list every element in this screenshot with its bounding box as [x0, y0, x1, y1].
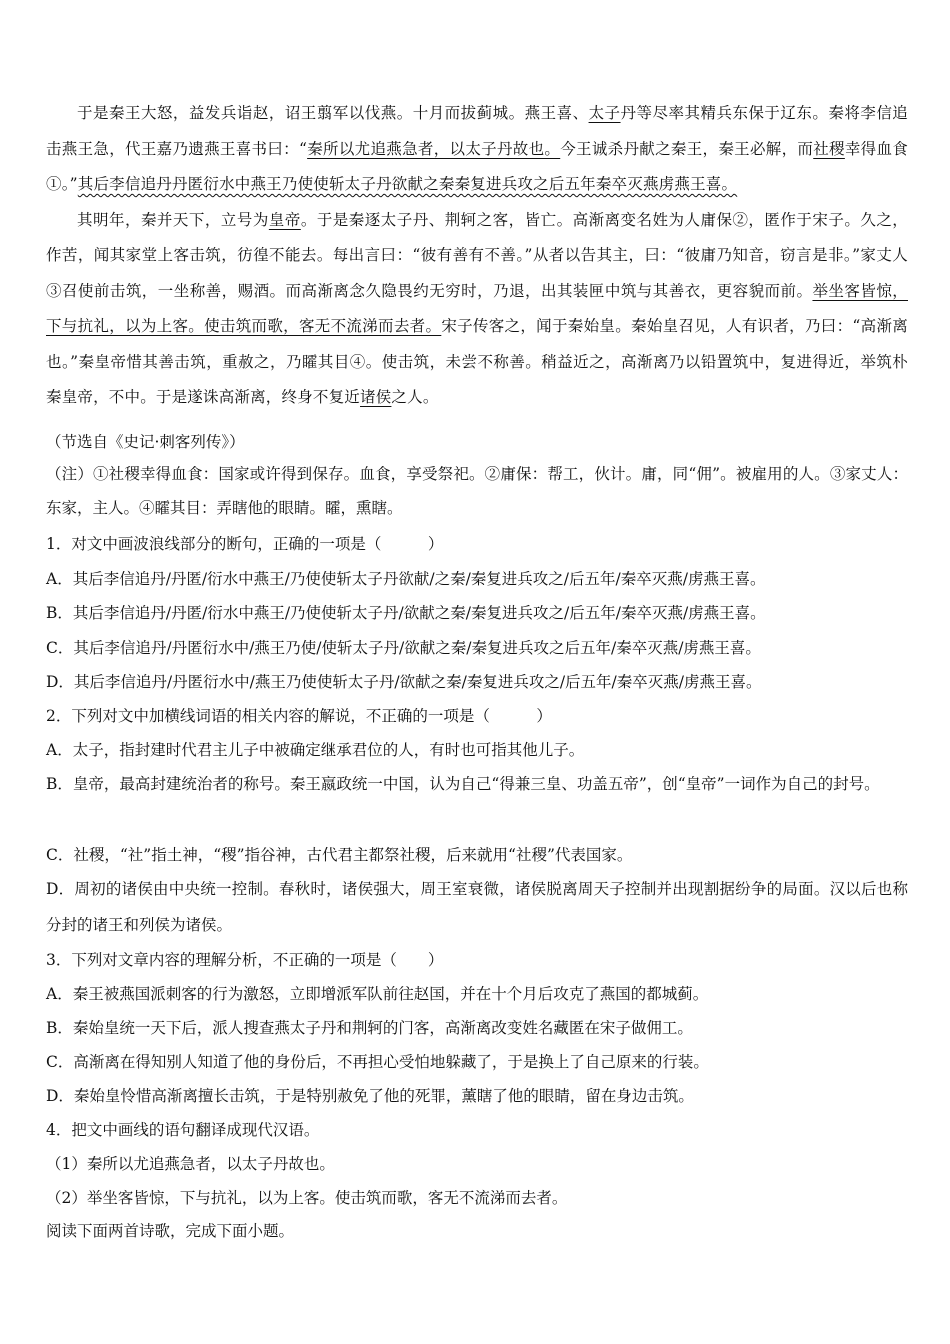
question-3-option-a: A．秦王被燕国派刺客的行为激怒，立即增派军队前往赵国，并在十个月后攻克了燕国的都城蓟。	[46, 985, 709, 1003]
question-3-option-b: B．秦始皇统一天下后，派人搜查燕太子丹和荆轲的门客，高渐离改变姓名藏匿在宋子做佣工。	[46, 1019, 693, 1037]
question-2-option-a: A．太子，指封建时代君主儿子中被确定继承君位的人，有时也可指其他儿子。	[46, 741, 585, 759]
question-1-option-b: B．其后李信追丹/丹匿/衍水中燕王/乃使使斩太子丹/欲献之秦/秦复进兵攻之/后五年/秦卒灭燕/虏燕王喜。	[46, 604, 766, 622]
passage-paragraph-2: 其明年，秦并天下，立号为皇帝。于是秦逐太子丹、荆轲之客，皆亡。高渐离变名姓为人庸保②，匿作于宋子。久之，作苦，闻其家堂上客击筑，彷徨不能去。每出言曰：“彼有善有不善。”从者以告其主，曰：“彼庸乃知音，窃言是非。”家丈人③召使前击筑，一坐称善，赐酒。而高渐离念久隐畏约无穷时，乃退，出其装匣中筑与其善衣，更容貌而前。举坐客皆惊，下与抗礼，以为上客。使击筑而歌，客无不流涕而去者。宋子传客之，闻于秦始皇。秦始皇召见，人有识者，乃曰：“高渐离也。”秦皇帝惜其善击筑，重赦之，乃矐其目④。使击筑，未尝不称善。稍益近之，高渐离乃以铅置筑中，复进得近，举筑朴秦皇帝，不中。于是遂诛高渐离，终身不复近诸侯之人。	[46, 210, 909, 406]
question-1-option-c: C．其后李信追丹/丹匿衍水中/燕王乃使/使斩太子丹/欲献之秦/秦复进兵攻之后五年/秦卒灭燕/虏燕王喜。	[46, 639, 761, 657]
wavy-underlined-sentence: 其后李信追丹丹匿衍水中燕王乃使使斩太子丹欲献之秦秦复进兵攻之后五年秦卒灭燕虏燕王喜。	[77, 175, 738, 193]
underlined-term-sheji: 社稷	[813, 139, 845, 158]
question-2-stem: 2．下列对文中加横线词语的相关内容的解说，不正确的一项是（ ）	[46, 707, 552, 725]
underlined-sentence-1: 秦所以尤追燕急者，以太子丹故也。	[307, 139, 561, 158]
question-3-option-c: C．高渐离在得知别人知道了他的身份后，不再担心受怕地躲藏了，于是换上了自己原来的行装。	[46, 1053, 709, 1071]
question-4-item-2: （2）举坐客皆惊，下与抗礼，以为上客。使击筑而歌，客无不流涕而去者。	[46, 1189, 568, 1207]
passage	[46, 96, 908, 416]
question-1-stem: 1．对文中画波浪线部分的断句，正确的一项是（ ）	[46, 535, 444, 553]
underlined-term-zhuhou: 诸侯	[360, 388, 392, 406]
question-4-item-1: （1）秦所以尤追燕急者，以太子丹故也。	[46, 1155, 335, 1173]
question-3-option-d: D．秦始皇怜惜高渐离擅长击筑，于是特别赦免了他的死罪，薰瞎了他的眼睛，留在身边击筑。	[46, 1087, 694, 1105]
underlined-sentence-2: 举坐客皆惊，下与抗礼，以为上客。使击筑而歌，客无不流涕而去者。	[46, 281, 908, 335]
question-2-option-c: C．社稷，“社”指土神，“稷”指谷神，古代君主都祭社稷，后来就用“社稷”代表国家。	[46, 846, 633, 864]
annotation-note: （注）①社稷幸得血食：国家或许得到保存。血食，享受祭祀。②庸保：帮工，伙计。庸，同“佣”。被雇用的人。③家丈人：东家，主人。④矐其目：弄瞎他的眼睛。矐，熏瞎。	[46, 465, 908, 517]
question-4-stem: 4．把文中画线的语句翻译成现代汉语。	[46, 1121, 320, 1139]
underlined-term-huangdi: 皇帝	[268, 210, 301, 229]
question-2-option-d: D．周初的诸侯由中央统一控制。春秋时，诸侯强大，周王室衰微，诸侯脱离周天子控制并出现割据纷争的局面。汉以后也称分封的诸王和列侯为诸侯。	[46, 880, 908, 934]
question-3-stem: 3．下列对文章内容的理解分析，不正确的一项是（ ）	[46, 951, 444, 969]
next-section-instruction: 阅读下面两首诗歌，完成下面小题。	[46, 1222, 295, 1240]
question-1-option-a: A．其后李信追丹/丹匿/衍水中燕王/乃使使斩太子丹欲献/之秦/秦复进兵攻之/后五年/秦卒灭燕/虏燕王喜。	[46, 570, 766, 588]
passage-paragraph-1: 于是秦王大怒，益发兵诣赵，诏王翦军以伐燕。十月而拔蓟城。燕王喜、太子丹等尽率其精兵东保于辽东。秦将李信追击燕王急，代王嘉乃遗燕王喜书曰：“秦所以尤追燕急者，以太子丹故也。今王诚杀丹献之秦王，秦王必解，而社稷幸得血食①。”其后李信追丹丹匿衍水中燕王乃使使斩太子丹欲献之秦秦复进兵攻之后五年秦卒灭燕虏燕王喜。	[46, 104, 909, 193]
question-2-option-b: B．皇帝，最高封建统治者的称号。秦王嬴政统一中国，认为自己“得兼三皇、功盖五帝”，创“皇帝”一词作为自己的封号。	[46, 775, 880, 793]
underlined-term-taizi: 太子	[588, 104, 621, 122]
question-1-option-d: D．其后李信追丹/丹匿衍水中/燕王乃使使斩太子丹/欲献之秦/秦复进兵攻之/后五年/秦卒灭燕/虏燕王喜。	[46, 673, 762, 691]
source-citation: （节选自《史记·刺客列传》）	[46, 433, 245, 451]
